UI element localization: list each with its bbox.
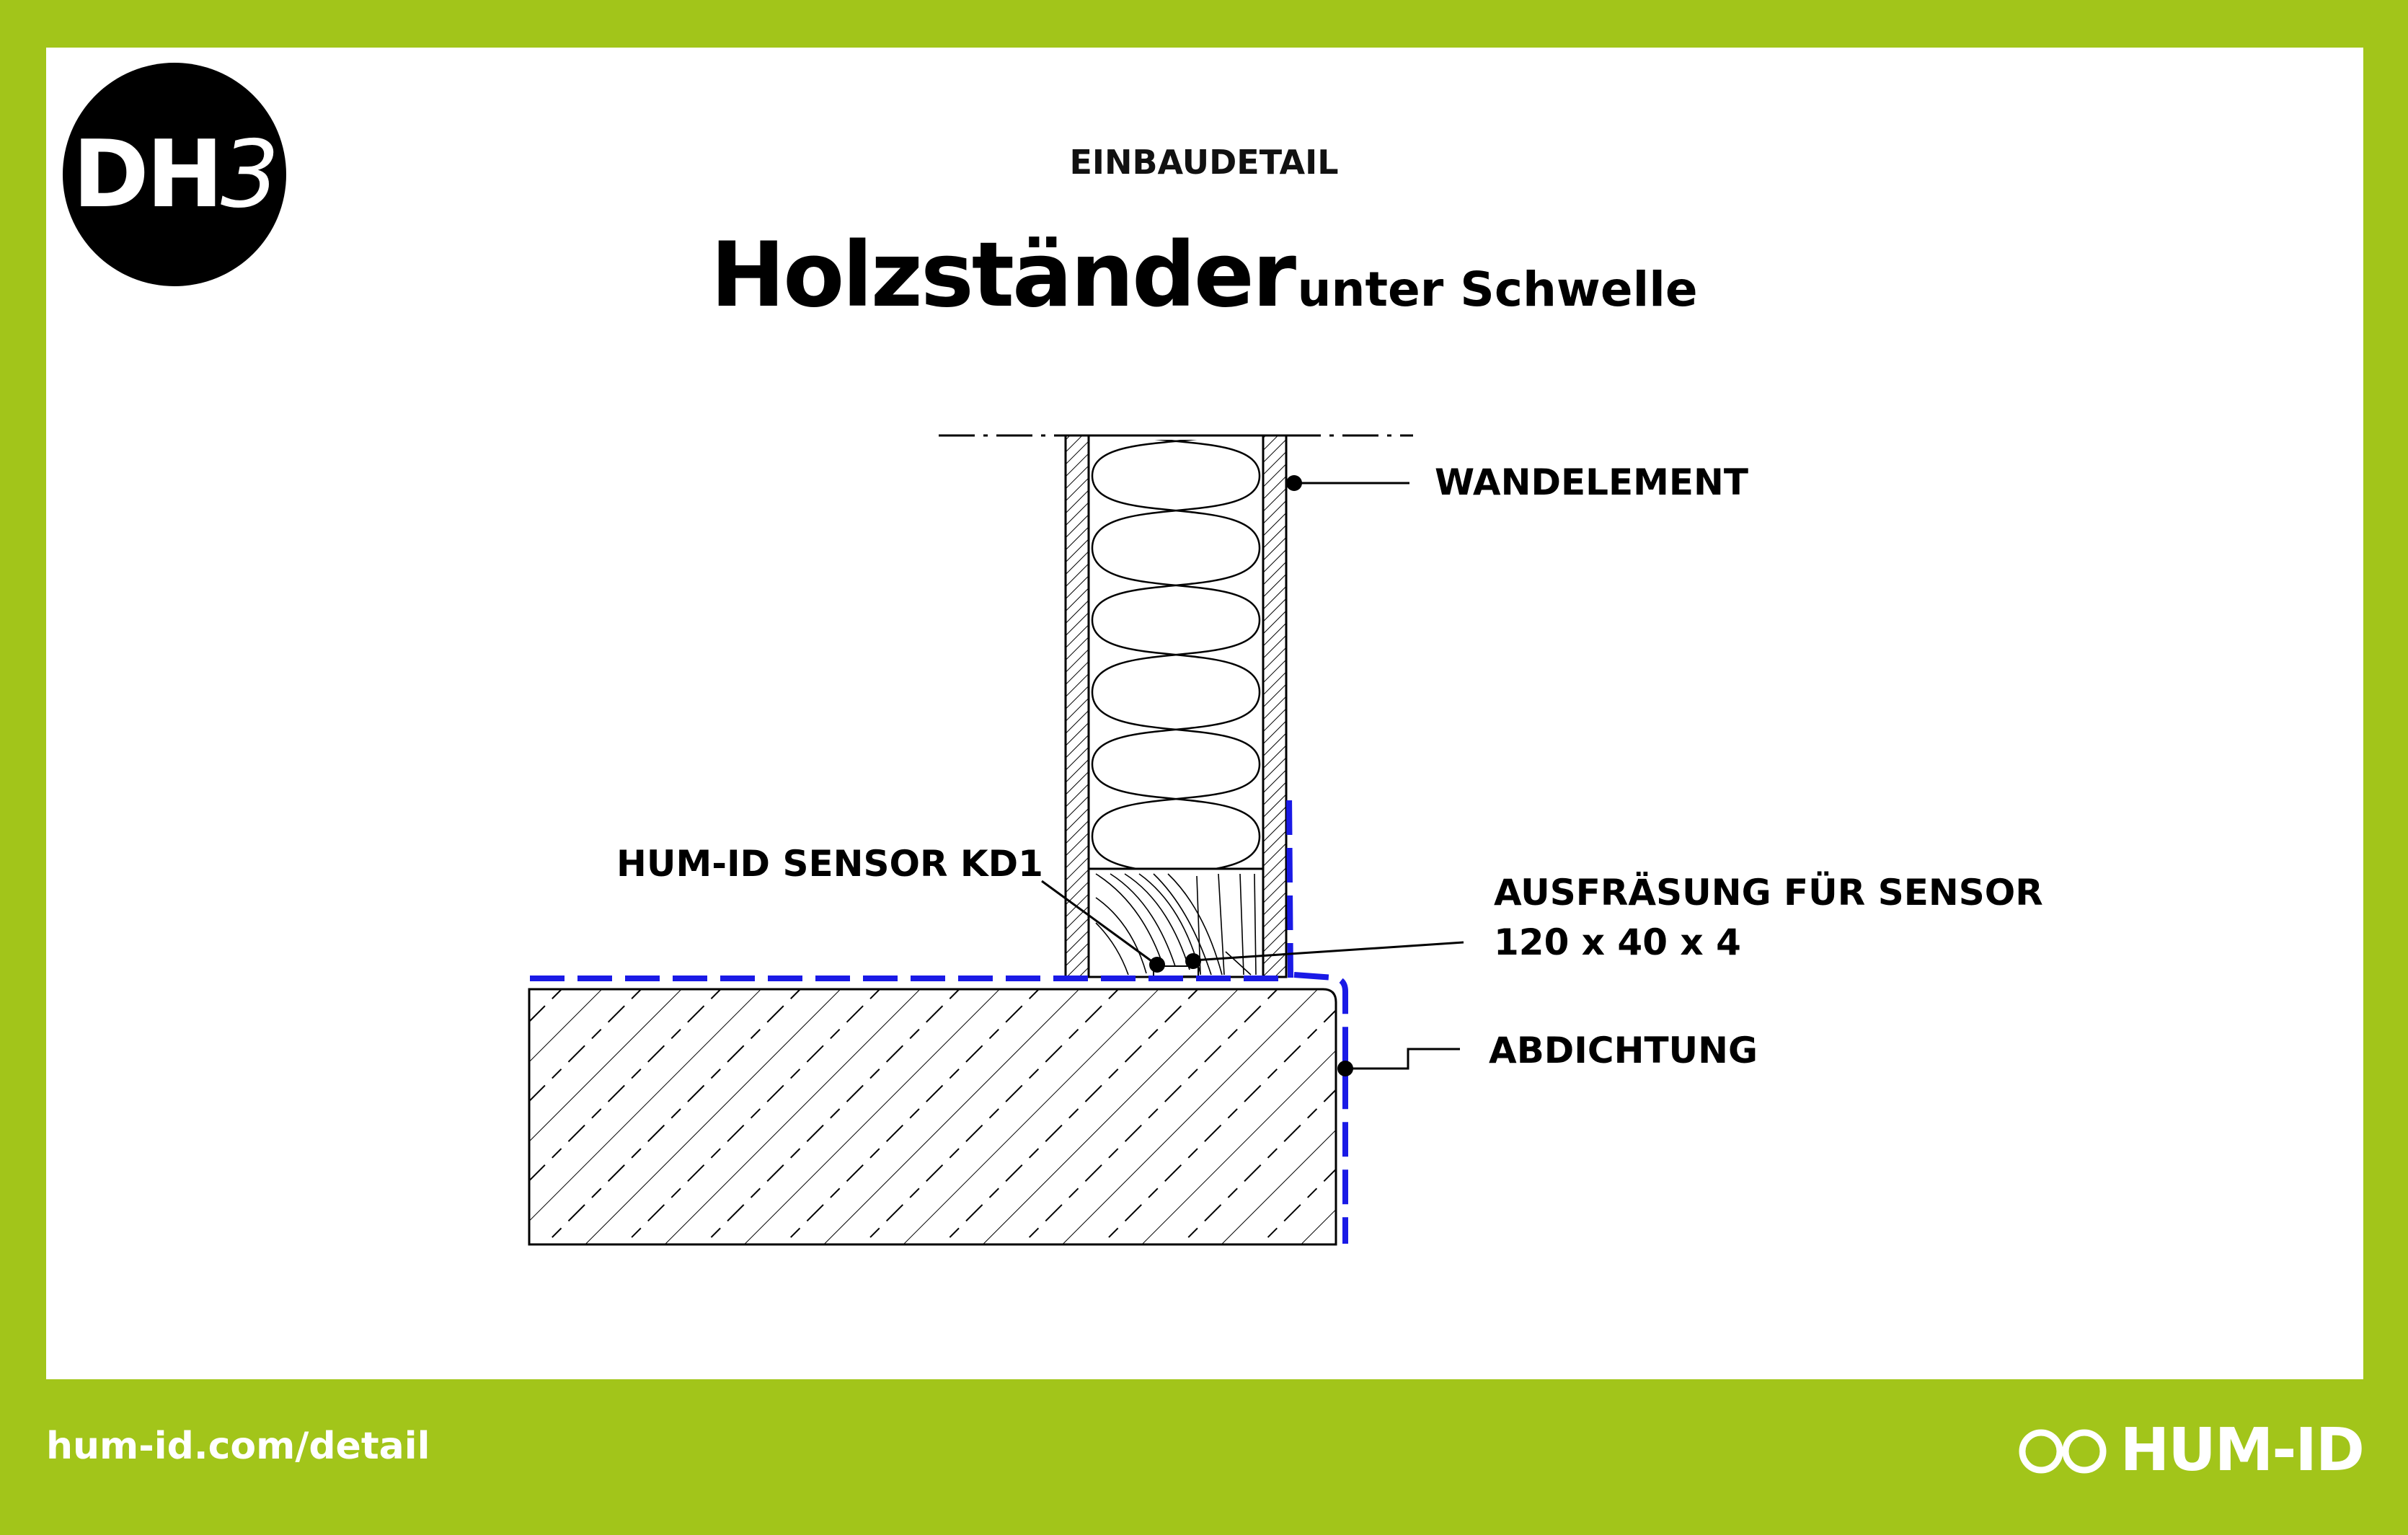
leader-sealing xyxy=(1337,1049,1460,1076)
logo-text: HUM-ID xyxy=(2120,1416,2363,1485)
callout-milling-line1: AUSFRÄSUNG FÜR SENSOR xyxy=(1494,872,2043,914)
infinity-icon xyxy=(2017,1425,2110,1476)
title-sub: unter Schwelle xyxy=(1297,262,1698,317)
callout-milling-line2: 120 x 40 x 4 xyxy=(1494,921,1741,963)
concrete-foundation xyxy=(529,989,1336,1244)
wall-element xyxy=(1066,404,1286,977)
leader-wall xyxy=(1286,475,1409,491)
leader-sensor xyxy=(1042,881,1165,973)
hum-id-logo xyxy=(2017,1416,2363,1485)
badge-number: 3 xyxy=(220,120,277,229)
footer-url-link[interactable]: hum-id.com/detail xyxy=(46,1425,430,1468)
inner-board xyxy=(1066,435,1089,977)
outer-board xyxy=(1263,435,1286,977)
badge-prefix: DH xyxy=(72,120,221,229)
timber-sill xyxy=(1096,874,1256,975)
callout-wall: WANDELEMENT xyxy=(1435,461,1748,503)
callout-sensor: HUM-ID SENSOR KD1 xyxy=(616,843,1043,885)
title-main: Holzständer xyxy=(710,224,1295,327)
eyebrow-heading: EINBAUDETAIL xyxy=(1069,143,1339,182)
insulation xyxy=(1092,404,1260,908)
leader-milling xyxy=(1185,942,1464,969)
callout-sealing: ABDICHTUNG xyxy=(1489,1030,1758,1071)
